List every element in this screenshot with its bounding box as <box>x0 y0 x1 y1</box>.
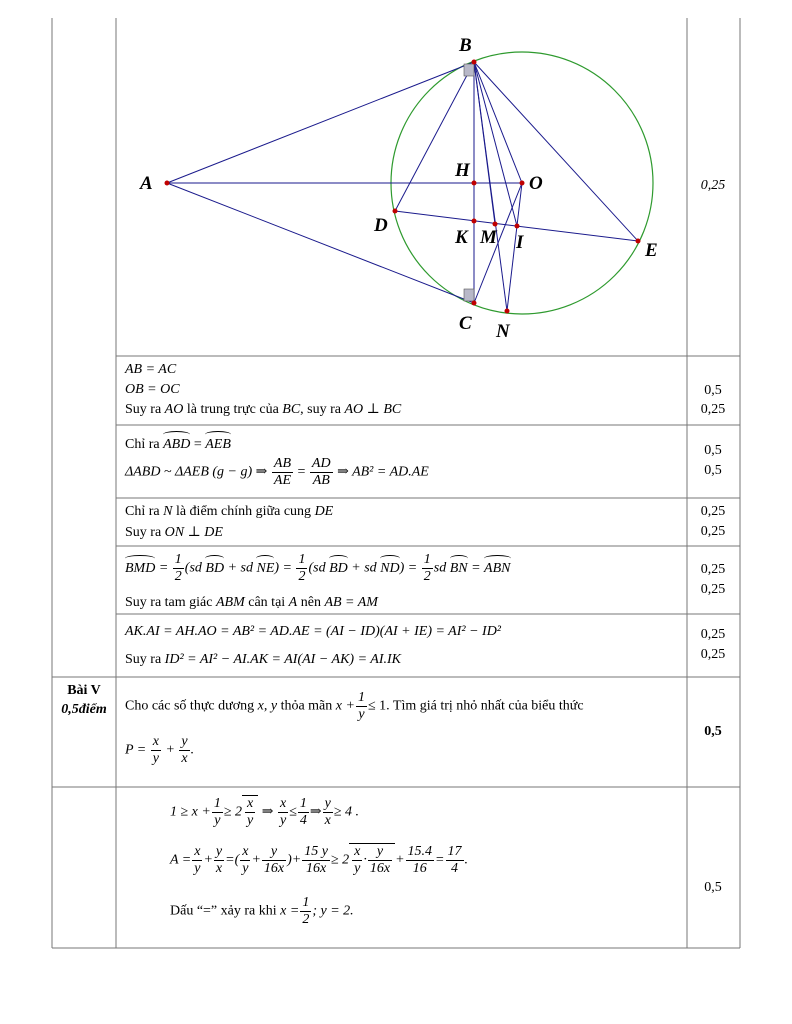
label-i: I <box>516 232 524 253</box>
sol-line2: A = $\frac{x}{y}$ + $\frac{y}{x}$ =( $\frac{x}{y}$ + $\frac{y}{16x}$ )+ $\frac{15 y}{16x}$ ≥ 2 $\frac{x}{y}$ · $\frac{y}{16x}$ + $\frac{15.4}{16}$ = $\frac{17}{4}$ . <box>170 844 468 876</box>
geometry-figure <box>117 19 686 355</box>
row4-line2: Suy ra tam giác ABM cân tại A nên AB = AM <box>125 595 378 610</box>
label-o: O <box>529 173 543 194</box>
row4-score2: 0,25 <box>700 582 726 597</box>
sol-line1: 1 ≥ x + $\frac{1}{y}$ ≥ 2 $\frac{x}{y}$ ⇒ $\frac{x}{y}$ ≤ $\frac{1}{4}$ ⇒ $\frac{y}{x}$ ≥ 4 . <box>170 796 360 828</box>
row2-score2: 0,5 <box>704 463 722 478</box>
label-n: N <box>496 321 510 342</box>
row3-line1: Chỉ ra N là điểm chính giữa cung DE <box>125 504 334 519</box>
row2-line1: Chỉ ra ABD = AEB <box>125 432 231 455</box>
row5-score2: 0,25 <box>700 647 726 662</box>
row5-line2: Suy ra ID² = AI² − AI.AK = AI(AI − AK) = AI.IK <box>125 652 401 667</box>
label-c: C <box>459 313 472 334</box>
row1-line3: Suy ra AO là trung trực của BC, suy ra AO ⊥ BC <box>125 402 402 417</box>
row1-line2: OB = OC <box>125 382 180 397</box>
bai5-score: 0,5 <box>704 724 722 739</box>
row5-line1: AK.AI = AH.AO = AB² = AD.AE = (AI − ID)(AI + IE) = AI² − ID² <box>125 624 502 639</box>
figure-score: 0,25 <box>700 178 726 193</box>
sol-line3: Dấu “=” xảy ra khi x = $\frac{1}{2}$ ; y = 2. <box>170 895 354 927</box>
row3-line2: Suy ra ON ⊥ DE <box>125 525 223 540</box>
row1-score2: 0,25 <box>700 402 726 417</box>
row5-score1: 0,25 <box>700 627 726 642</box>
label-d: D <box>374 215 388 236</box>
bai5-points: 0,5điểm <box>61 702 107 717</box>
bai5-title: Bài V <box>67 683 101 698</box>
row2-score1: 0,5 <box>704 443 722 458</box>
bai5-question-line1: Cho các số thực dương x, y thỏa mãn x + $\frac{1}{y}$ ≤ 1. Tìm giá trị nhỏ nhất của biểu thức <box>125 690 584 722</box>
label-b: B <box>459 35 472 56</box>
row4-line1: BMD = $\frac{1}{2}$ (sd BD + sd NE) = $\frac{1}{2}$ (sd BD + sd ND) = $\frac{1}{2}$ sd BN = ABN <box>125 552 511 584</box>
bai5-question-line2: P = $\frac{x}{y}$ + $\frac{y}{x}$ . <box>125 734 195 766</box>
row4-score1: 0,25 <box>700 562 726 577</box>
row1-score1: 0,5 <box>704 383 722 398</box>
row3-score2: 0,25 <box>700 524 726 539</box>
sol-score: 0,5 <box>704 880 722 895</box>
label-a: A <box>140 173 153 194</box>
row2-line2: ΔABD ~ ΔAEB (g − g) ⇒ $\frac{AB}{AE}$ = $\frac{AD}{AB}$ ⇒ AB² = AD.AE <box>125 456 429 488</box>
label-h: H <box>455 160 470 181</box>
row3-score1: 0,25 <box>700 504 726 519</box>
label-e: E <box>645 240 658 261</box>
label-m: M <box>480 227 497 248</box>
row1-text <box>125 360 401 420</box>
row1-line1: AB = AC <box>125 362 177 377</box>
label-k: K <box>455 227 468 248</box>
